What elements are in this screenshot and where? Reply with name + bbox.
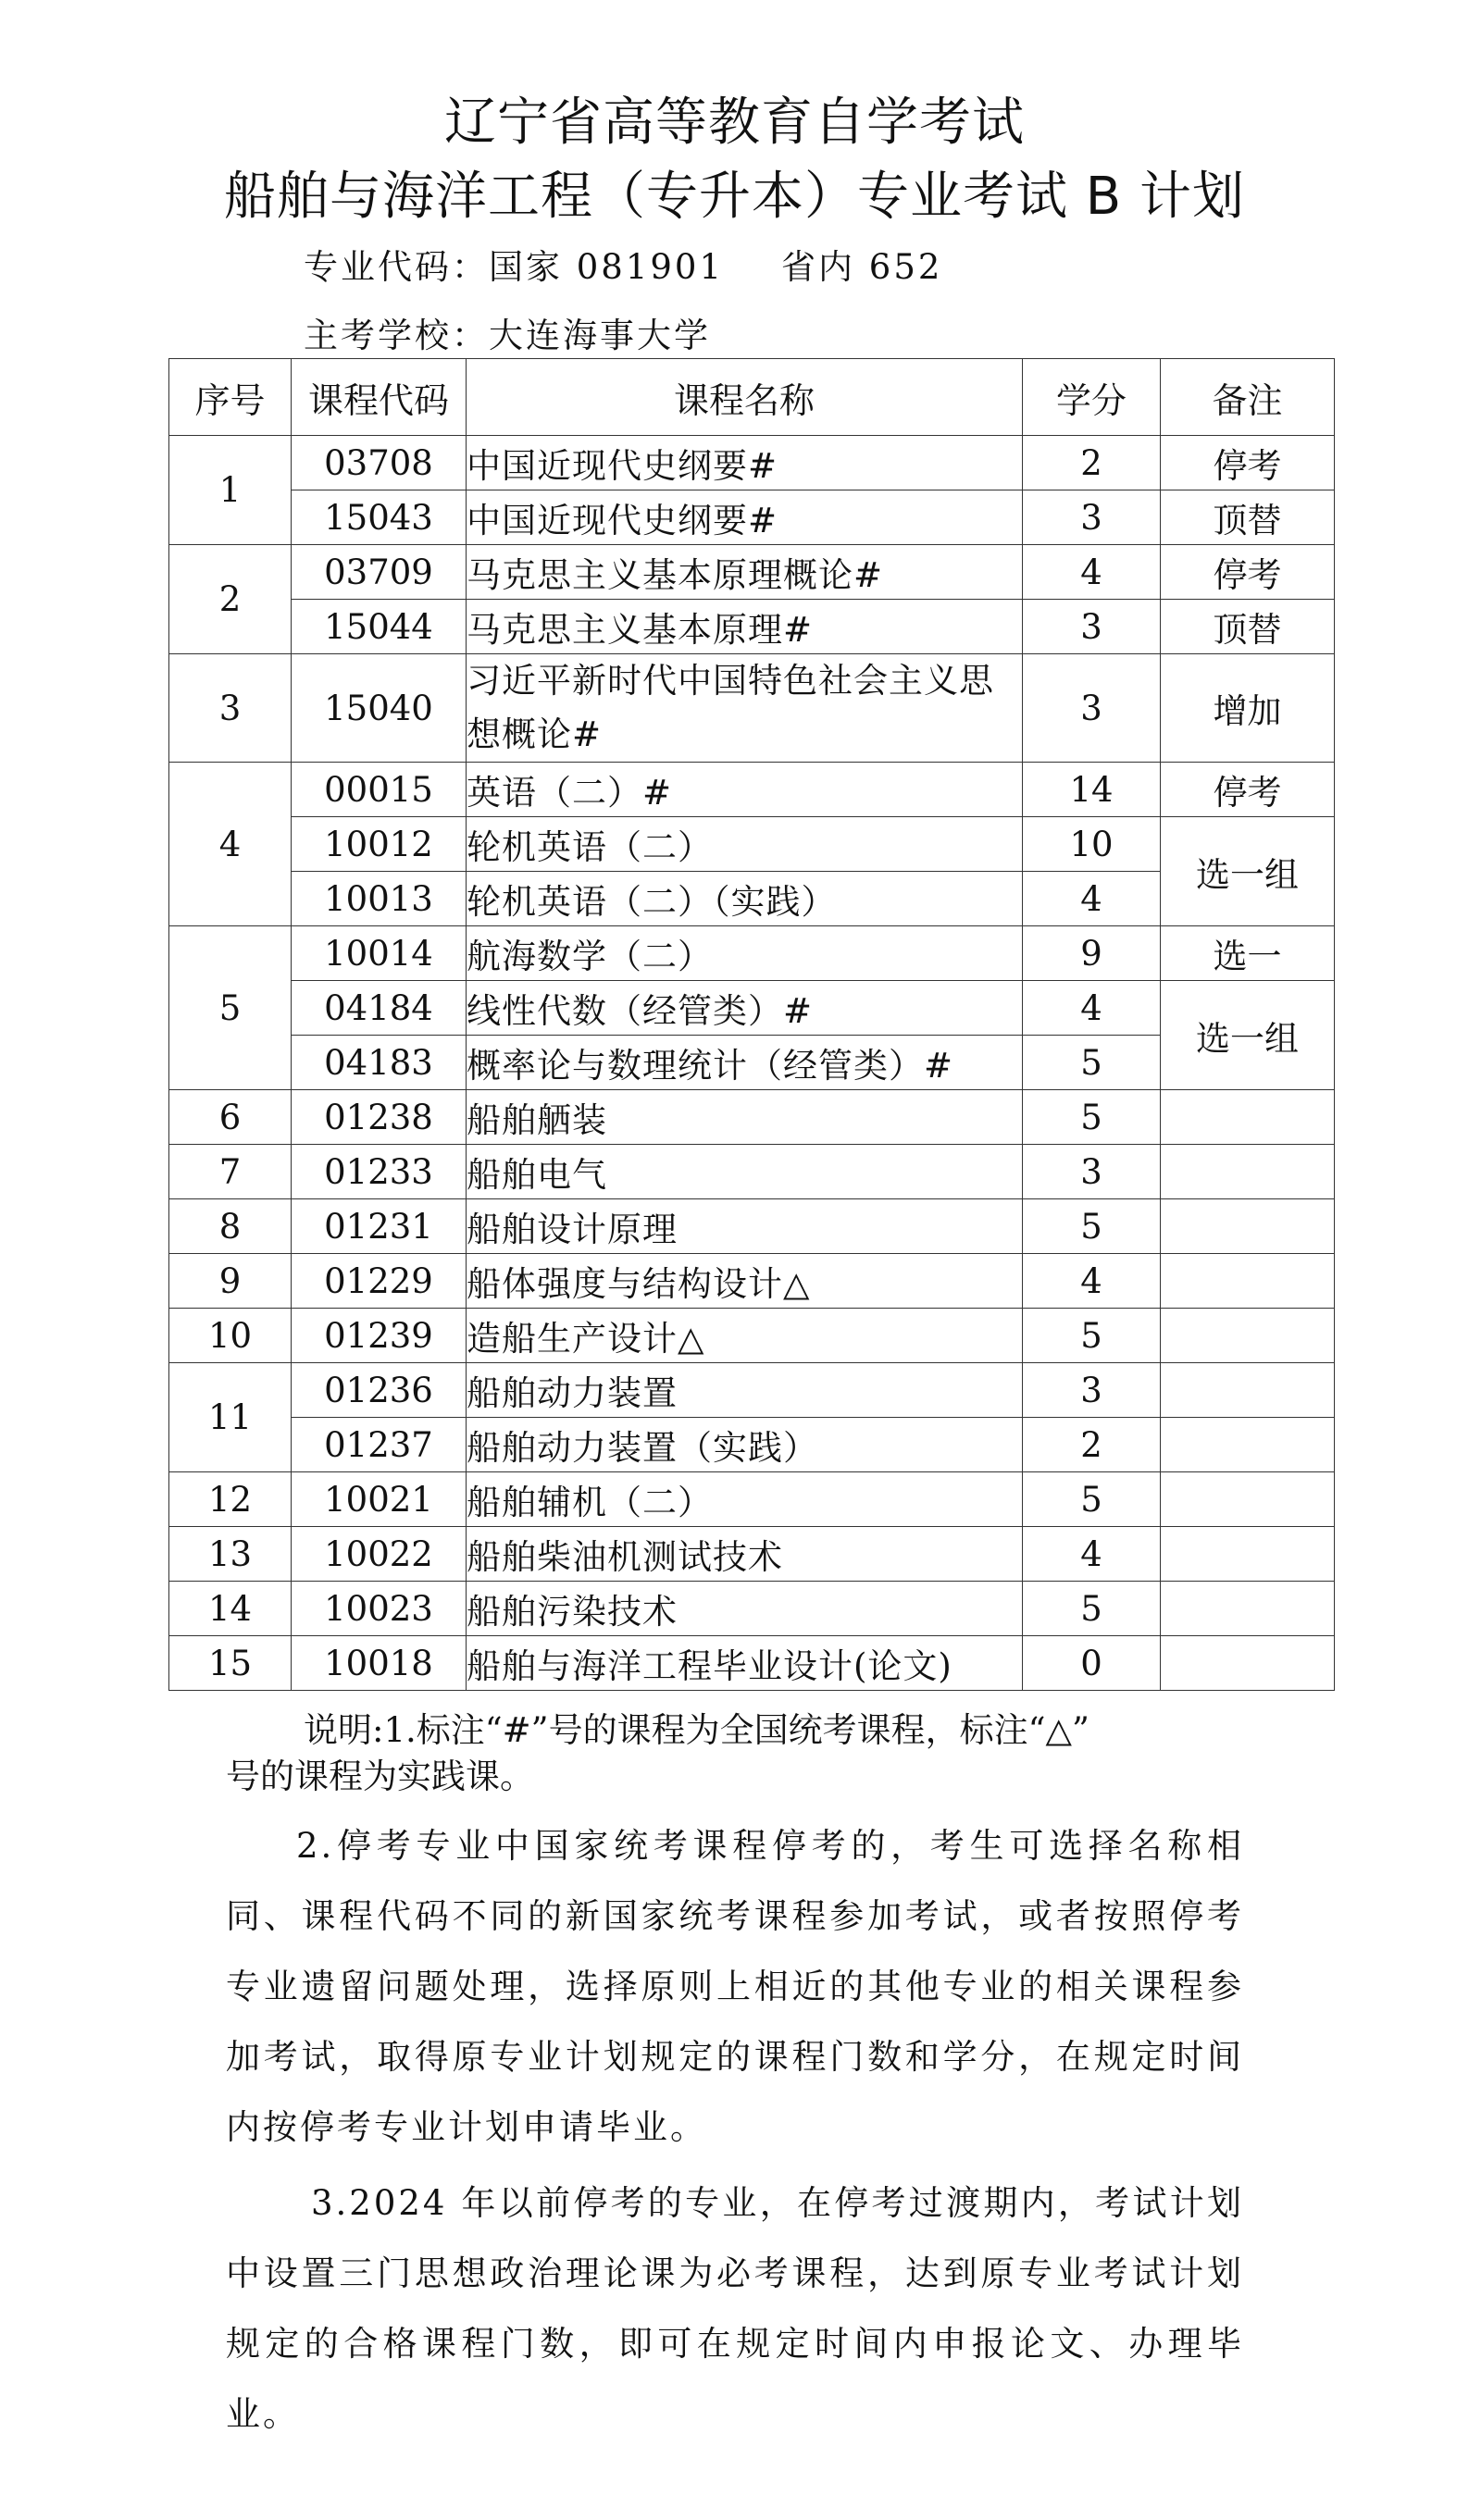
name-cell: 习近平新时代中国特色社会主义思想概论#: [467, 654, 1023, 763]
code-cell: 01239: [292, 1309, 467, 1363]
credit-cell: 9: [1023, 926, 1161, 981]
name-cell: 中国近现代史纲要#: [467, 490, 1023, 545]
code-cell: 03708: [292, 436, 467, 490]
note-2: 2.停考专业中国家统考课程停考的，考生可选择名称相同、课程代码不同的新国家统考课程参加考试，或者按照停考专业遗留问题处理，选择原则上相近的其他专业的相关课程参加考试，取得原专业计划规定的课程门数和学分，在规定时间内按停考专业计划申请毕业。: [226, 1826, 1244, 2147]
name-cell: 船舶柴油机测试技术: [467, 1527, 1023, 1582]
note-cell: 顶替: [1161, 490, 1335, 545]
note-cell: 选一: [1161, 926, 1335, 981]
code-cell: 01231: [292, 1199, 467, 1254]
header-note: 备注: [1161, 359, 1335, 436]
code-cell: 10013: [292, 872, 467, 926]
table-row: [169, 1636, 1335, 1691]
note-cell: 选一组: [1161, 981, 1335, 1090]
seq-cell: 4: [169, 763, 292, 926]
credit-cell: 4: [1023, 1527, 1161, 1582]
name-cell: 船舶辅机（二）: [467, 1472, 1023, 1527]
note-cell: [1161, 1636, 1335, 1691]
name-cell: 船舶舾装: [467, 1090, 1023, 1145]
credit-cell: 5: [1023, 1199, 1161, 1254]
code-cell: 01229: [292, 1254, 467, 1309]
note-cell: 停考: [1161, 436, 1335, 490]
name-cell: 马克思主义基本原理#: [467, 600, 1023, 654]
seq-cell: 6: [169, 1090, 292, 1145]
name-cell: 轮机英语（二）: [467, 817, 1023, 872]
seq-cell: 5: [169, 926, 292, 1090]
note-cell: [1161, 1472, 1335, 1527]
table-header-row: [169, 359, 1335, 436]
note-cell: [1161, 1527, 1335, 1582]
seq-cell: 1: [169, 436, 292, 545]
code-cell: 10022: [292, 1527, 467, 1582]
note-cell: [1161, 1309, 1335, 1363]
note-cell: [1161, 1090, 1335, 1145]
code-cell: 15044: [292, 600, 467, 654]
code-cell: 10021: [292, 1472, 467, 1527]
seq-cell: 8: [169, 1199, 292, 1254]
note-cell: 增加: [1161, 654, 1335, 763]
name-cell: 船舶动力装置: [467, 1363, 1023, 1418]
table-row: [169, 654, 1335, 763]
table-row: [169, 1036, 1335, 1090]
code-cell: 01236: [292, 1363, 467, 1418]
name-cell: 船舶动力装置（实践）: [467, 1418, 1023, 1472]
table-row: [169, 436, 1335, 490]
credit-cell: 3: [1023, 490, 1161, 545]
header-seq: 序号: [169, 359, 292, 436]
table-row: [169, 1472, 1335, 1527]
credit-cell: 5: [1023, 1472, 1161, 1527]
code-cell: 01237: [292, 1418, 467, 1472]
code-cell: 10012: [292, 817, 467, 872]
header-name: 课程名称: [467, 359, 1023, 436]
table-row: [169, 1090, 1335, 1145]
table-row: [169, 545, 1335, 600]
exam-plan-table: [168, 358, 1335, 1691]
header-code: 课程代码: [292, 359, 467, 436]
table-row: [169, 490, 1335, 545]
code-cell: 10014: [292, 926, 467, 981]
table-row: [169, 1145, 1335, 1199]
note-cell: 选一组: [1161, 817, 1335, 926]
credit-cell: 4: [1023, 545, 1161, 600]
code-cell: 15040: [292, 654, 467, 763]
code-cell: 10023: [292, 1582, 467, 1636]
host-school: 主考学校：大连海事大学: [304, 316, 711, 355]
credit-cell: 2: [1023, 436, 1161, 490]
credit-cell: 0: [1023, 1636, 1161, 1691]
seq-cell: 7: [169, 1145, 292, 1199]
name-cell: 线性代数（经管类）#: [467, 981, 1023, 1036]
credit-cell: 3: [1023, 1145, 1161, 1199]
table-row: [169, 1582, 1335, 1636]
note-1-line-2: 号的课程为实践课。: [226, 1757, 534, 1796]
note-cell: 停考: [1161, 763, 1335, 817]
table-row: [169, 981, 1335, 1036]
code-cell: 01238: [292, 1090, 467, 1145]
credit-cell: 4: [1023, 872, 1161, 926]
credit-cell: 3: [1023, 654, 1161, 763]
major-code-provincial: 省内 652: [781, 247, 943, 287]
table-row: [169, 872, 1335, 926]
table-row: [169, 1199, 1335, 1254]
page-subtitle: 船舶与海洋工程（专升本）专业考试 B 计划: [223, 167, 1246, 227]
note-cell: [1161, 1582, 1335, 1636]
code-cell: 01233: [292, 1145, 467, 1199]
note-cell: [1161, 1254, 1335, 1309]
credit-cell: 2: [1023, 1418, 1161, 1472]
note-1-line-1: 说明:1.标注“#”号的课程为全国统考课程，标注“△”: [304, 1710, 1089, 1750]
note-cell: [1161, 1145, 1335, 1199]
table-row: [169, 926, 1335, 981]
code-cell: 10018: [292, 1636, 467, 1691]
note-cell: 顶替: [1161, 600, 1335, 654]
code-cell: 04184: [292, 981, 467, 1036]
code-cell: 00015: [292, 763, 467, 817]
credit-cell: 10: [1023, 817, 1161, 872]
table-row: [169, 1309, 1335, 1363]
note-cell: 停考: [1161, 545, 1335, 600]
major-code-national: 专业代码：国家 081901: [304, 247, 725, 287]
seq-cell: 10: [169, 1309, 292, 1363]
name-cell: 船舶与海洋工程毕业设计(论文): [467, 1636, 1023, 1691]
name-cell: 船舶电气: [467, 1145, 1023, 1199]
seq-cell: 2: [169, 545, 292, 654]
table-row: [169, 763, 1335, 817]
page-title: 辽宁省高等教育自学考试: [444, 93, 1025, 153]
seq-cell: 9: [169, 1254, 292, 1309]
code-cell: 04183: [292, 1036, 467, 1090]
table-row: [169, 1254, 1335, 1309]
name-cell: 轮机英语（二）（实践）: [467, 872, 1023, 926]
header-credit: 学分: [1023, 359, 1161, 436]
name-cell: 马克思主义基本原理概论#: [467, 545, 1023, 600]
name-cell: 船体强度与结构设计△: [467, 1254, 1023, 1309]
seq-cell: 3: [169, 654, 292, 763]
credit-cell: 5: [1023, 1309, 1161, 1363]
credit-cell: 3: [1023, 600, 1161, 654]
note-3: 3.2024 年以前停考的专业，在停考过渡期内，考试计划中设置三门思想政治理论课为必考课程，达到原专业考试计划规定的合格课程门数，即可在规定时间内申报论文、办理毕业。: [226, 2183, 1244, 2434]
seq-cell: 14: [169, 1582, 292, 1636]
name-cell: 英语（二）#: [467, 763, 1023, 817]
code-cell: 15043: [292, 490, 467, 545]
name-cell: 中国近现代史纲要#: [467, 436, 1023, 490]
name-cell: 船舶设计原理: [467, 1199, 1023, 1254]
table-row: [169, 1418, 1335, 1472]
credit-cell: 3: [1023, 1363, 1161, 1418]
note-1: [226, 1707, 1244, 1800]
name-cell: 航海数学（二）: [467, 926, 1023, 981]
name-cell: 概率论与数理统计（经管类）#: [467, 1036, 1023, 1090]
credit-cell: 5: [1023, 1582, 1161, 1636]
credit-cell: 5: [1023, 1036, 1161, 1090]
note-cell: [1161, 1418, 1335, 1472]
seq-cell: 13: [169, 1527, 292, 1582]
table-row: [169, 1363, 1335, 1418]
table-row: [169, 1527, 1335, 1582]
credit-cell: 4: [1023, 981, 1161, 1036]
credit-cell: 4: [1023, 1254, 1161, 1309]
note-cell: [1161, 1363, 1335, 1418]
name-cell: 造船生产设计△: [467, 1309, 1023, 1363]
table-row: [169, 600, 1335, 654]
code-cell: 03709: [292, 545, 467, 600]
credit-cell: 14: [1023, 763, 1161, 817]
name-cell: 船舶污染技术: [467, 1582, 1023, 1636]
table-row: [169, 817, 1335, 872]
major-code-line: [304, 239, 942, 289]
seq-cell: 11: [169, 1363, 292, 1472]
seq-cell: 15: [169, 1636, 292, 1691]
note-cell: [1161, 1199, 1335, 1254]
credit-cell: 5: [1023, 1090, 1161, 1145]
seq-cell: 12: [169, 1472, 292, 1527]
